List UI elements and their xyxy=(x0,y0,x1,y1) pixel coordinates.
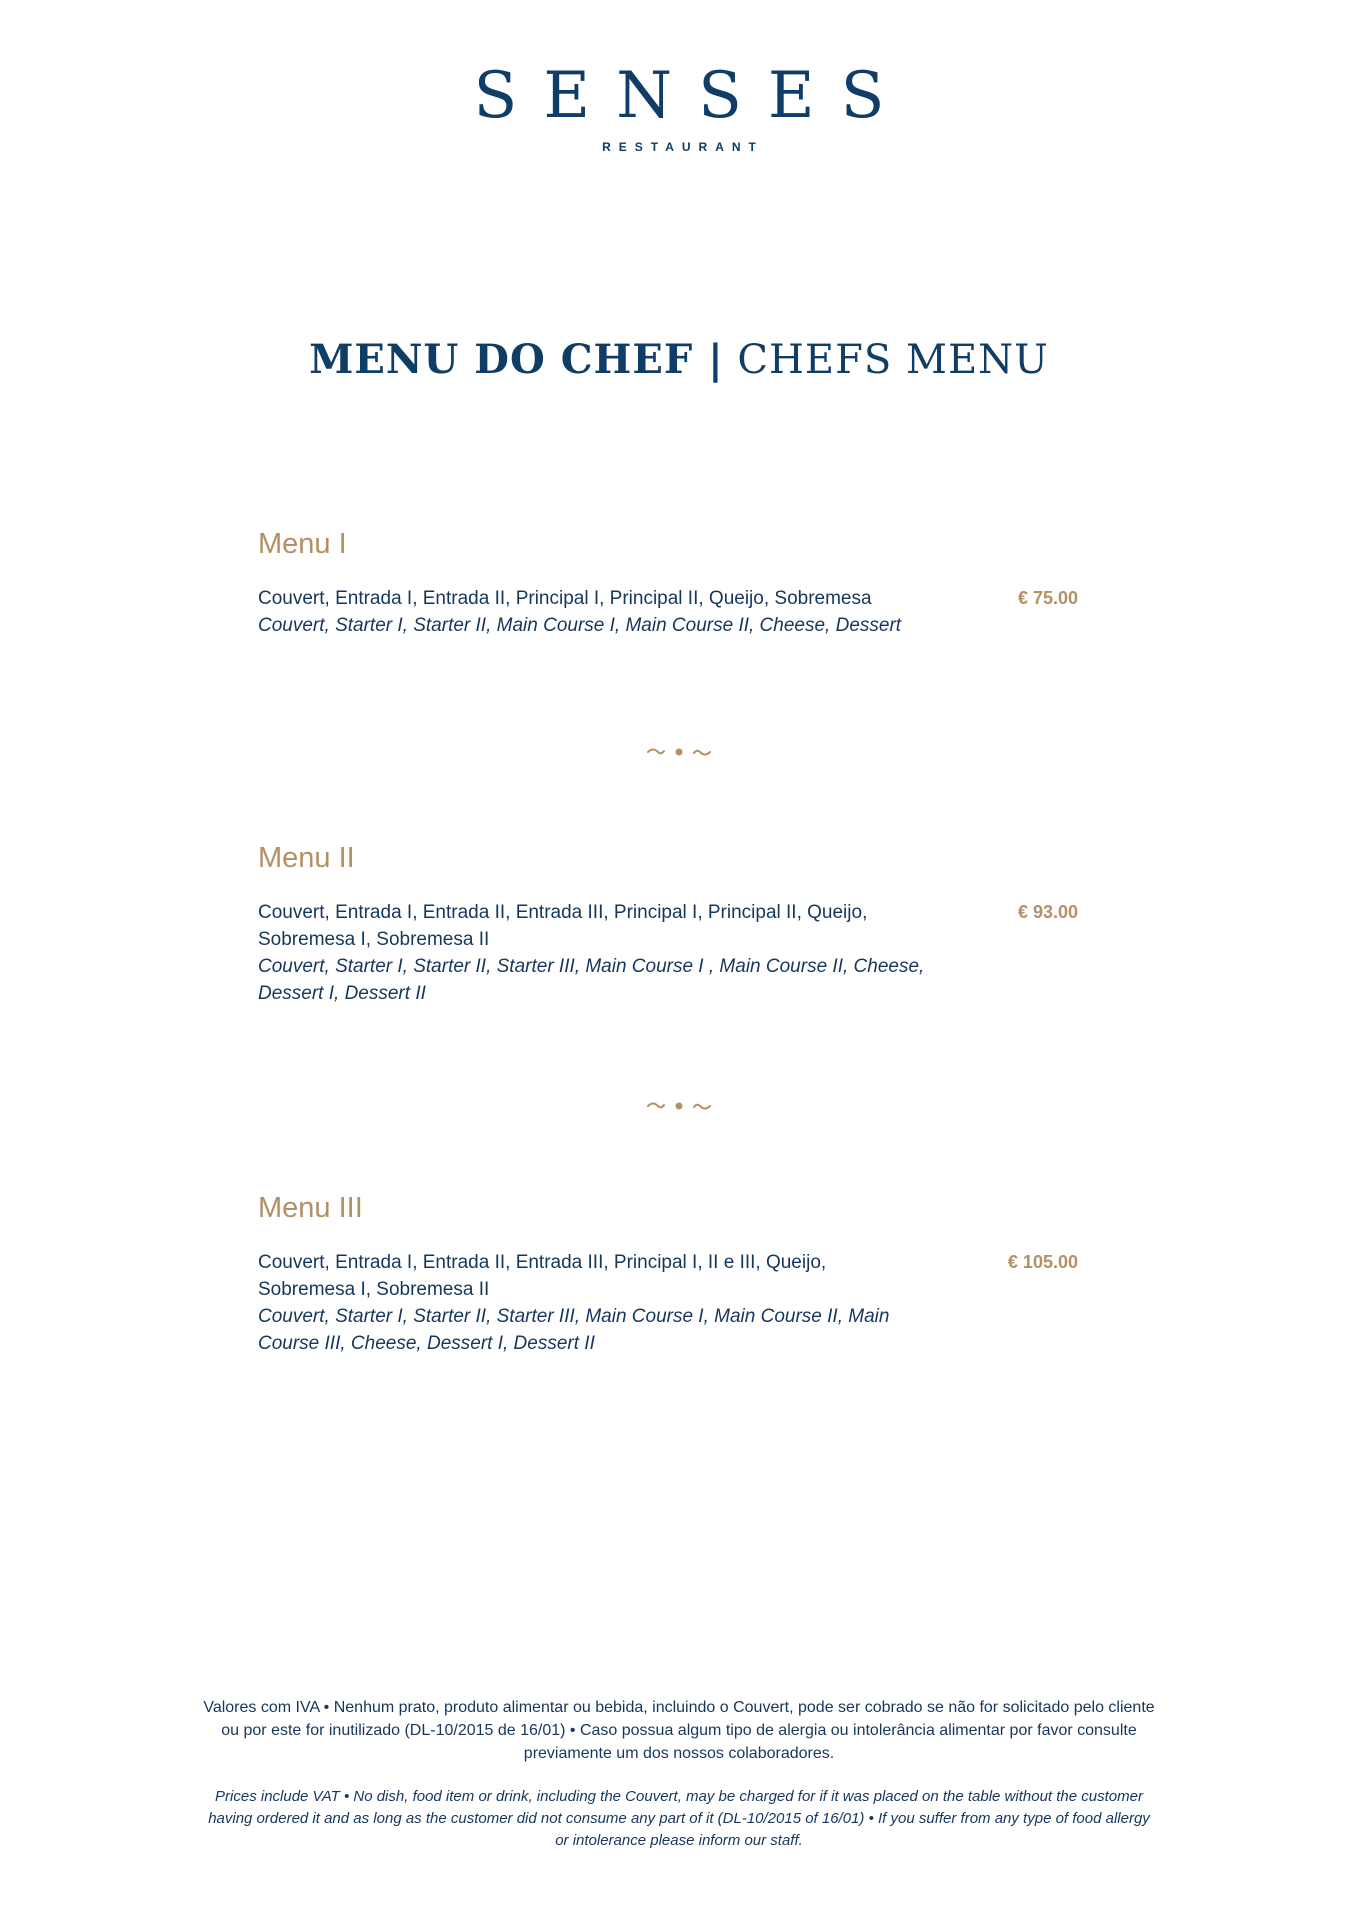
title-english: CHEFS MENU xyxy=(723,337,1049,383)
title-portuguese: MENU DO CHEF | xyxy=(309,336,724,383)
flourish-icon xyxy=(644,1094,714,1118)
menu-item-row xyxy=(258,585,1078,639)
ornament-divider xyxy=(0,1094,1358,1118)
menu-description-en: Couvert, Starter I, Starter II, Starter III, Main Course I, Main Course II, Main Course III, Cheese, Dessert I, Dessert II xyxy=(258,1306,890,1354)
menu-name: Menu II xyxy=(258,842,355,874)
menu-name: Menu III xyxy=(258,1192,363,1224)
page-title xyxy=(0,336,1358,383)
footer-note-en: Prices include VAT • No dish, food item or drink, including the Couvert, may be charged for if it was placed on the table without the customer having ordered it and as long as the customer did not consume any part of it (DL-10/2015 of 16/01) • If you suffer from any type of food allergy or intolerance please inform our staff. xyxy=(208,1788,1150,1849)
menu-description-pt: Couvert, Entrada I, Entrada II, Entrada III, Principal I, Principal II, Queijo, Sobremesa I, Sobremesa II xyxy=(258,902,868,950)
menu-section-2 xyxy=(258,842,1078,1007)
footer-note-pt: Valores com IVA • Nenhum prato, produto alimentar ou bebida, incluindo o Couvert, pode ser cobrado se não for solicitado pelo cliente ou por este for inutilizado (DL-10/2015 de 16/01) • Caso possua algum tipo de alergia ou intolerância alimentar por favor consulte previamente um dos nossos colaboradores. xyxy=(203,1699,1155,1762)
menu-description-en: Couvert, Starter I, Starter II, Starter III, Main Course I , Main Course II, Cheese, Dessert I, Dessert II xyxy=(258,956,925,1004)
restaurant-logo xyxy=(0,59,1358,154)
menu-description-pt: Couvert, Entrada I, Entrada II, Principal I, Principal II, Queijo, Sobremesa xyxy=(258,588,872,609)
logo-wordmark: SENSES xyxy=(473,59,911,133)
logo-subtitle: RESTAURANT xyxy=(602,140,764,154)
menu-price: € 93.00 xyxy=(1017,902,1078,922)
menu-item-row xyxy=(258,899,1078,1007)
menu-price: € 105.00 xyxy=(1007,1252,1078,1272)
menu-description-pt: Couvert, Entrada I, Entrada II, Entrada III, Principal I, II e III, Queijo, Sobremesa I, Sobremesa II xyxy=(258,1252,827,1300)
menu-name: Menu I xyxy=(258,528,347,560)
menu-section-1 xyxy=(258,528,1078,639)
flourish-icon xyxy=(644,740,714,764)
menu-section-3 xyxy=(258,1192,1078,1357)
menu-price: € 75.00 xyxy=(1017,588,1078,608)
menu-item-row xyxy=(258,1249,1078,1357)
ornament-divider xyxy=(0,740,1358,764)
menu-description-en: Couvert, Starter I, Starter II, Main Course I, Main Course II, Cheese, Dessert xyxy=(258,615,902,636)
